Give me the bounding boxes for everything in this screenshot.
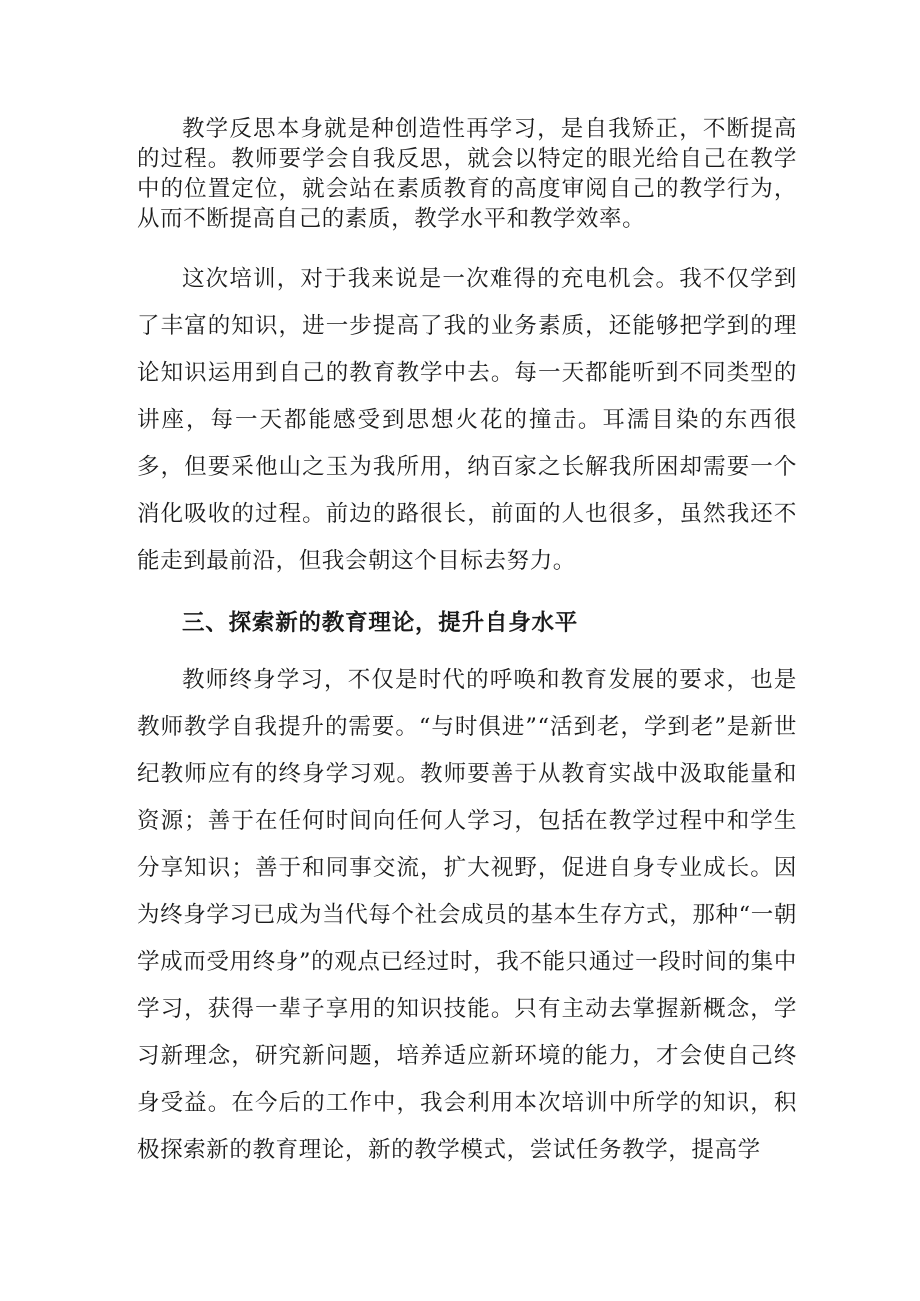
body-paragraph-lifelong-learning: 教师终身学习，不仅是时代的呼唤和教育发展的要求，也是教师教学自我提升的需要。“与时俱进”“活到老，学到老”是新世纪教师应有的终身学习观。教师要善于从教育实战中汲取能量和资源；善于在任何时间向任何人学习，包括在教学过程中和学生分享知识；善于和同事交流，扩大视野，促进自身专业成长。因为终身学习已成为当代每个社会成员的基本生存方式，那种“一朝学成而受用终身”的观点已经过时，我不能只通过一段时间的集中学习，获得一辈子享用的知识技能。只有主动去掌握新概念，学习新理念，研究新问题，培养适应新环境的能力，才会使自己终身受益。在今后的工作中，我会利用本次培训中所学的知识，积极探索新的教育理论，新的教学模式，尝试任务教学，提高学	[137, 667, 797, 1163]
body-paragraph-training: 这次培训，对于我来说是一次难得的充电机会。我不仅学到了丰富的知识，进一步提高了我的业务素质，还能够把学到的理论知识运用到自己的教育教学中去。每一天都能听到不同类型的讲座，每一天都能感受到思想火花的撞击。耳濡目染的东西很多，但要采他山之玉为我所用，纳百家之长解我所困却需要一个消化吸收的过程。前边的路很长，前面的人也很多，虽然我还不能走到最前沿，但我会朝这个目标去努力。	[137, 266, 797, 574]
section-heading: 三、探索新的教育理论，提升自身水平	[182, 610, 579, 636]
body-paragraph-reflection: 教学反思本身就是种创造性再学习，是自我矫正，不断提高的过程。教师要学会自我反思，就会以特定的眼光给自己在教学中的位置定位，就会站在素质教育的高度审阅自己的教学行为，从而不断提高自己的素质，教学水平和教学效率。	[137, 116, 797, 232]
